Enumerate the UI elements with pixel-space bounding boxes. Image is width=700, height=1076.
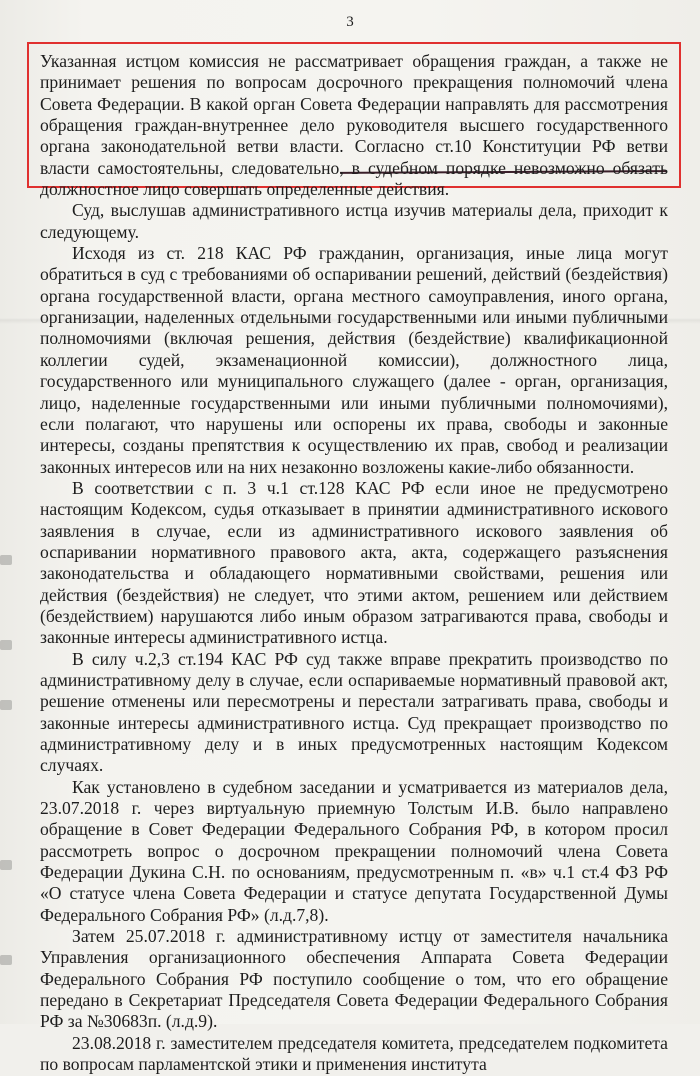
scan-edge-artifact [0,700,12,710]
paragraph-article-194: В силу ч.2,3 ст.194 КАС РФ суд также вправе прекратить производство по административному делу в случае, если оспариваемые нормативный правовой акт, решение отменены или пересмотрены и перестали затрагивать права, свободы и законные интересы административного истца. Суд прекращает производство по административному делу и в иных предусмотренных настоящим Кодексом случаях. [40,648,668,776]
paragraph-23-08: 23.08.2018 г. заместителем председателя комитета, председателем подкомитета по вопросам парламентской этики и применения института [40,1032,668,1075]
scan-edge-artifact [0,555,12,565]
scan-edge-artifact [0,955,12,965]
paragraph-reply-25-07: Затем 25.07.2018 г. административному истцу от заместителя начальника Управления организационного обеспечения Аппарата Совета Федерации Федерального Собрания РФ поступило сообщение о том, что его обращение передано в Секретариат Председателя Совета Федерации Федерального Собрания РФ за №30683п. (л.д.9). [40,926,668,1032]
paragraph-commission-answer: Указанная истцом комиссия не рассматривает обращения граждан, а также не принимает решения по вопросам досрочного прекращения полномочий члена Совета Федерации. В какой орган Совета Федерации направлять для рассмотрения обращения граждан-внутреннее дело руководителя высшего государственного органа законодательной ветви власти. Согласно ст.10 Конституции РФ ветви власти самостоятельны, следовательно, в судебном порядке невозможно обязать должностное лицо совершать определенные действия. [40,51,668,200]
page-number: 3 [346,14,354,30]
document-body [40,51,668,1076]
paragraph-article-128: В соответствии с п. 3 ч.1 ст.128 КАС РФ если иное не предусмотрено настоящим Кодексом, судья отказывает в принятии административного искового заявления в случае, если из административного искового заявления об оспаривании нормативного правового акта, акта, содержащего разъяснения законодательства и обладающего нормативными свойствами, решения или действия (бездействия) не следует, что этими актом, решением или действием (бездействием) нарушаются либо иным образом затрагиваются права, свободы и законные интересы административного истца. [40,477,668,648]
scan-edge-artifact [0,640,12,650]
paragraph-article-218: Исходя из ст. 218 КАС РФ гражданин, организация, иные лица могут обратиться в суд с требованиями об оспаривании решений, действий (бездействия) органа государственной власти, органа местного самоуправления, иного органа, организации, наделенных отдельными государственными или иными публичными полномочиями (включая решения, действия (бездействие) квалификационной коллегии судей, экзаменационной комиссии), должностного лица, государственного или муниципального служащего (далее - орган, организация, лицо, наделенные государственными или иными публичными полномочиями), если полагают, что нарушены или оспорены их права, свободы и законные интересы, созданы препятствия к осуществлению их прав, свобод и реализации законных интересов или на них незаконно возложены какие-либо обязанности. [40,243,668,477]
paragraph-court-finding: Суд, выслушав административного истца изучив материалы дела, приходит к следующему. [40,200,668,242]
scan-edge-artifact [0,860,12,870]
paragraph-established-facts: Как установлено в судебном заседании и усматривается из материалов дела, 23.07.2018 г. через виртуальную приемную Толстым И.В. было направлено обращение в Совет Федерации Федерального Собрания РФ, в котором просил рассмотреть вопрос о досрочном прекращении полномочий члена Совета Федерации Дукина С.Н. по основаниям, предусмотренным п. «в» ч.1 ст.4 ФЗ РФ «О статусе члена Совета Федерации и статусе депутата Государственной Думы Федерального Собрания РФ» (л.д.7,8). [40,776,668,925]
